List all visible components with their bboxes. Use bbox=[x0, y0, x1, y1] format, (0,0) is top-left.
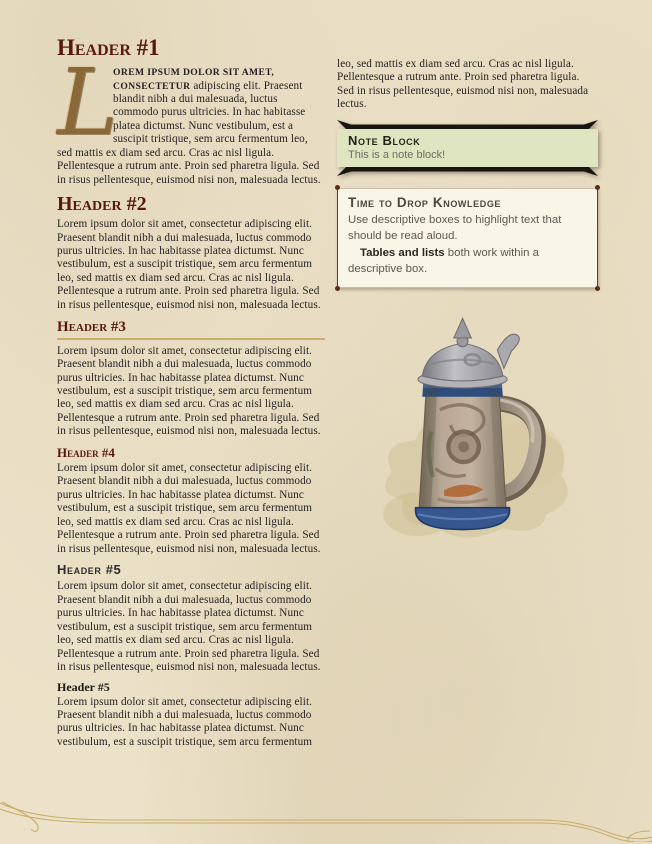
left-column bbox=[57, 36, 325, 756]
stein-image bbox=[359, 314, 577, 548]
intro-body: adipiscing elit. Praesent blandit nibh a dui malesuada, luctus commodo purus ultricies. In hac habitasse platea dictumst. Nunc vestibulum, est a suscipit tristique, sem arcu fermentum leo, sed mattis ex diam sed arcu. Cras ac nisl ligula. Pellentesque a rutrum ante. Proin sed pharetra ligula. Sed in risus pellentesque, euismod nisi non, malesuada lectus. bbox=[57, 79, 321, 186]
stein-body bbox=[415, 381, 509, 529]
corner-dot-icon bbox=[335, 185, 340, 190]
note-block-bottom-border bbox=[337, 167, 598, 176]
stein-thumblift bbox=[497, 334, 519, 368]
header-2: Header #2 bbox=[57, 193, 147, 216]
note-block-top-border bbox=[337, 120, 598, 129]
header-5-bold: Header #5 bbox=[57, 680, 110, 695]
stein-lid bbox=[417, 318, 506, 388]
beer-stein-illustration bbox=[359, 314, 577, 553]
section-paragraph: Lorem ipsum dolor sit amet, consectetur adipiscing elit. Praesent blandit nibh a dui malesuada, luctus commodo purus ultricies. In hac habitasse platea dictumst. Nunc vestibulum, est a suscipit tristique, sem arcu fermentum leo, sed mattis ex diam sed arcu. Cras ac nisl ligula. Pellentesque a rutrum ante. Proin sed pharetra ligula. Sed in risus pellentesque, euismod nisi non, malesuada lectus. bbox=[57, 344, 321, 438]
descriptive-box-title: Time to Drop Knowledge bbox=[348, 194, 502, 210]
drop-cap: L bbox=[57, 49, 119, 157]
section-paragraph: Lorem ipsum dolor sit amet, consectetur adipiscing elit. Praesent blandit nibh a dui malesuada, luctus commodo purus ultricies. In hac habitasse platea dictumst. Nunc vestibulum, est a suscipit tristique, sem arcu fermentum leo, sed mattis ex diam sed arcu. Cras ac nisl ligula. Pellentesque a rutrum ante. Proin sed pharetra ligula. Sed in risus pellentesque, euismod nisi non, malesuada lectus. bbox=[57, 462, 321, 555]
corner-dot-icon bbox=[595, 185, 600, 190]
section-paragraph: Lorem ipsum dolor sit amet, consectetur adipiscing elit. Praesent blandit nibh a dui malesuada, luctus commodo purus ultricies. In hac habitasse platea dictumst. Nunc vestibulum, est a suscipit tristique, sem arcu fermentum leo, sed mattis ex diam sed arcu. Cras ac nisl ligula. Pellentesque a rutrum ante. Proin sed pharetra ligula. Sed in risus pellentesque, euismod nisi non, malesuada lectus. bbox=[57, 580, 321, 673]
note-block bbox=[337, 120, 598, 176]
descriptive-box bbox=[337, 188, 598, 288]
corner-dot-icon bbox=[335, 286, 340, 291]
section-paragraph-truncated: Lorem ipsum dolor sit amet, consectetur adipiscing elit. Praesent blandit nibh a dui malesuada, luctus commodo purus ultricies. In hac habitasse platea dictumst. Nunc vestibulum, est a suscipit tristique, sem arcu fermentum bbox=[57, 695, 313, 748]
descriptive-box-line2 bbox=[348, 245, 587, 278]
right-column bbox=[337, 58, 598, 553]
corner-dot-icon bbox=[595, 286, 600, 291]
header-4: Header #4 bbox=[57, 444, 115, 460]
note-block-body bbox=[337, 129, 598, 167]
descriptive-box-line1: Use descriptive boxes to highlight text that should be read aloud. bbox=[348, 213, 562, 243]
header-1: Header #1 bbox=[57, 35, 160, 60]
header-5-smallcaps: Header #5 bbox=[57, 562, 122, 578]
note-block-title: Note Block bbox=[348, 132, 421, 148]
header-3: Header #3 bbox=[57, 319, 325, 340]
continuation-paragraph: leo, sed mattis ex diam sed arcu. Cras ac nisl ligula. Pellentesque a rutrum ante. Proin sed pharetra ligula. Sed in risus pellentesque, euismod nisi non, malesuada lectus. bbox=[337, 58, 589, 111]
footer-flourish bbox=[0, 798, 652, 842]
intro-lead-smallcaps: OREM IPSUM DOLOR SIT AMET, CONSECTETUR bbox=[113, 67, 275, 92]
descriptive-box-bold-lead: Tables and lists bbox=[360, 246, 445, 259]
section-paragraph: Lorem ipsum dolor sit amet, consectetur adipiscing elit. Praesent blandit nibh a dui malesuada, luctus commodo purus ultricies. In hac habitasse platea dictumst. Nunc vestibulum, est a suscipit tristique, sem arcu fermentum leo, sed mattis ex diam sed arcu. Cras ac nisl ligula. Pellentesque a rutrum ante. Proin sed pharetra ligula. Sed in risus pellentesque, euismod nisi non, malesuada lectus. bbox=[57, 218, 321, 311]
descriptive-box-line2-rest: both work within a descriptive box. bbox=[348, 246, 539, 276]
note-block-text: This is a note block! bbox=[348, 148, 446, 161]
intro-paragraph bbox=[57, 49, 325, 187]
